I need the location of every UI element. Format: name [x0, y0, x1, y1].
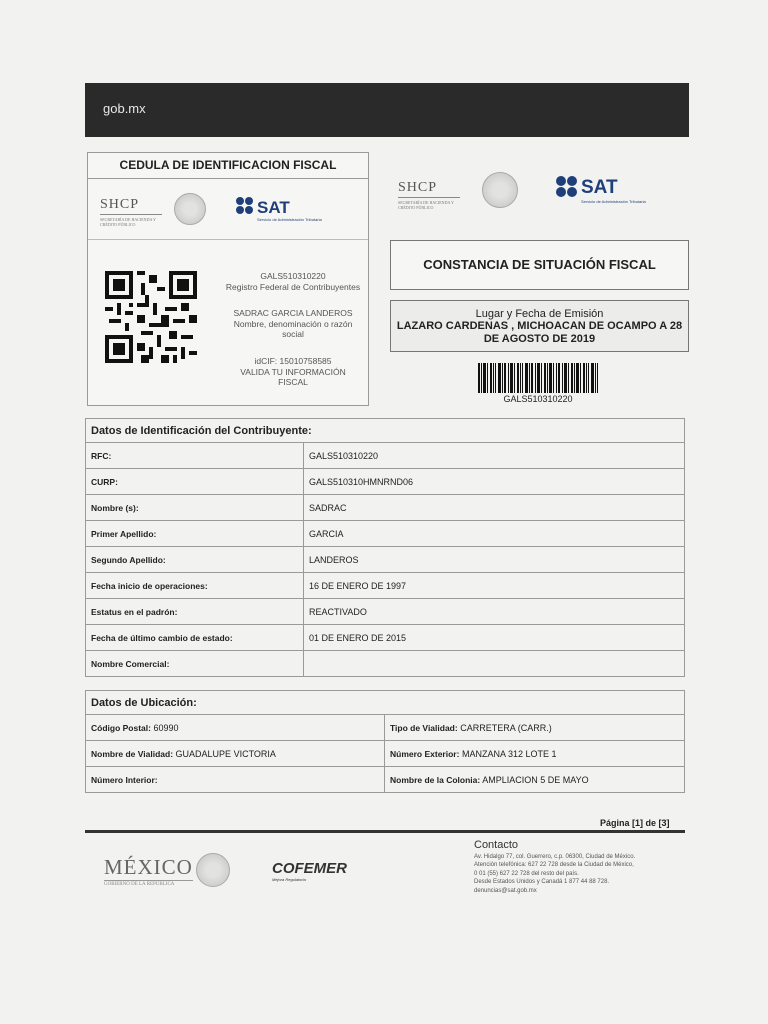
identificacion-table: [85, 418, 685, 677]
contacto-title: Contacto: [474, 839, 519, 851]
row-label: Primer Apellido:: [86, 521, 304, 547]
table-row: [86, 573, 685, 599]
row-value: 16 DE ENERO DE 1997: [304, 573, 685, 599]
row-label: Fecha de último cambio de estado:: [86, 625, 304, 651]
cedula-rfc-label: Registro Federal de Contribuyentes: [225, 282, 361, 292]
table-row: [86, 741, 685, 767]
cedula-title: CEDULA DE IDENTIFICACION FISCAL: [88, 153, 368, 179]
table-row: [86, 599, 685, 625]
lugar-label: Lugar y Fecha de Emisión: [475, 308, 604, 320]
ubicacion-table: [85, 690, 685, 793]
row-label: RFC:: [86, 443, 304, 469]
gobmx-header: [85, 83, 689, 137]
table-row: [86, 651, 685, 677]
contacto-block: [474, 841, 684, 895]
table-row: [86, 495, 685, 521]
contacto-line: Desde Estados Unidos y Canadá 1 877 44 88 728.: [474, 879, 610, 885]
cedula-valida: VALIDA TU INFORMACIÓN FISCAL: [240, 367, 346, 387]
mexico-logo: MÉXICO GOBIERNO DE LA REPÚBLICA: [104, 855, 193, 887]
cofemer-logo: COFEMER Mejora Regulatoria: [272, 860, 347, 882]
row-value: LANDEROS: [304, 547, 685, 573]
gobmx-brand: gob.mx: [103, 101, 146, 116]
row-value: GALS510310HMNRND06: [304, 469, 685, 495]
cell: Código Postal: 60990: [86, 715, 385, 741]
cedula-nombre: SADRAC GARCIA LANDEROS: [233, 308, 353, 318]
footer-divider: [85, 830, 685, 833]
row-value: GARCIA: [304, 521, 685, 547]
cell: Nombre de Vialidad: GUADALUPE VICTORIA: [86, 741, 385, 767]
row-label: CURP:: [86, 469, 304, 495]
row-label: Estatus en el padrón:: [86, 599, 304, 625]
cedula-idcif: idCIF: 15010758585: [254, 356, 332, 366]
identificacion-title: Datos de Identificación del Contribuyente:: [86, 419, 685, 443]
row-label: Nombre (s):: [86, 495, 304, 521]
table-row: [86, 443, 685, 469]
cell: Número Interior:: [86, 767, 385, 793]
row-value: REACTIVADO: [304, 599, 685, 625]
contacto-line: 0 01 (55) 627 22 728 del resto del país.: [474, 870, 579, 877]
sat-logo: SAT Servicio de Administración Tributaria: [236, 197, 361, 227]
constancia-title: CONSTANCIA DE SITUACIÓN FISCAL: [390, 240, 689, 290]
cedula-nombre-label: Nombre, denominación o razón social: [233, 319, 353, 339]
row-value: SADRAC: [304, 495, 685, 521]
shcp-logo-right: SHCP SECRETARÍA DE HACIENDA Y CRÉDITO PÚBLICO: [398, 180, 460, 210]
table-row: [86, 767, 685, 793]
row-value: [304, 651, 685, 677]
row-label: Fecha inicio de operaciones:: [86, 573, 304, 599]
barcode-text: GALS510310220: [503, 394, 573, 404]
row-label: Nombre Comercial:: [86, 651, 304, 677]
lugar-fecha-box: [390, 300, 689, 352]
contacto-email[interactable]: denuncias@sat.gob.mx: [474, 887, 537, 894]
row-value: 01 DE ENERO DE 2015: [304, 625, 685, 651]
escudo-footer-icon: [196, 853, 230, 887]
cell: Tipo de Vialidad: CARRETERA (CARR.): [385, 715, 685, 741]
cell: Número Exterior: MANZANA 312 LOTE 1: [385, 741, 685, 767]
shcp-logo: SHCP SECRETARÍA DE HACIENDA Y CRÉDITO PÚBLICO: [100, 197, 162, 227]
table-row: [86, 521, 685, 547]
table-row: [86, 715, 685, 741]
row-value: GALS510310220: [304, 443, 685, 469]
page-number: Página [1] de [3]: [600, 818, 670, 828]
barcode-icon: [478, 363, 598, 393]
contacto-line: Av. Hidalgo 77, col. Guerrero, c.p. 06300, Ciudad de México.: [474, 853, 636, 860]
sat-logo-right: SAT Servicio de Administración Tributaria: [556, 176, 691, 208]
cedula-logos: [88, 179, 368, 240]
escudo-seal-icon: [174, 193, 206, 225]
row-label: Segundo Apellido:: [86, 547, 304, 573]
escudo-seal-right-icon: [482, 172, 518, 208]
cedula-rfc: GALS510310220: [260, 271, 326, 281]
table-row: [86, 625, 685, 651]
qr-code-icon: [105, 270, 197, 364]
contacto-line: Atención telefónica: 627 22 728 desde la Ciudad de México,: [474, 862, 634, 868]
ubicacion-title: Datos de Ubicación:: [86, 691, 685, 715]
table-row: [86, 547, 685, 573]
lugar-value: LAZARO CARDENAS , MICHOACAN DE OCAMPO A 28 DE AGOSTO DE 2019: [396, 320, 683, 345]
cell: Nombre de la Colonia: AMPLIACION 5 DE MAYO: [385, 767, 685, 793]
table-row: [86, 469, 685, 495]
